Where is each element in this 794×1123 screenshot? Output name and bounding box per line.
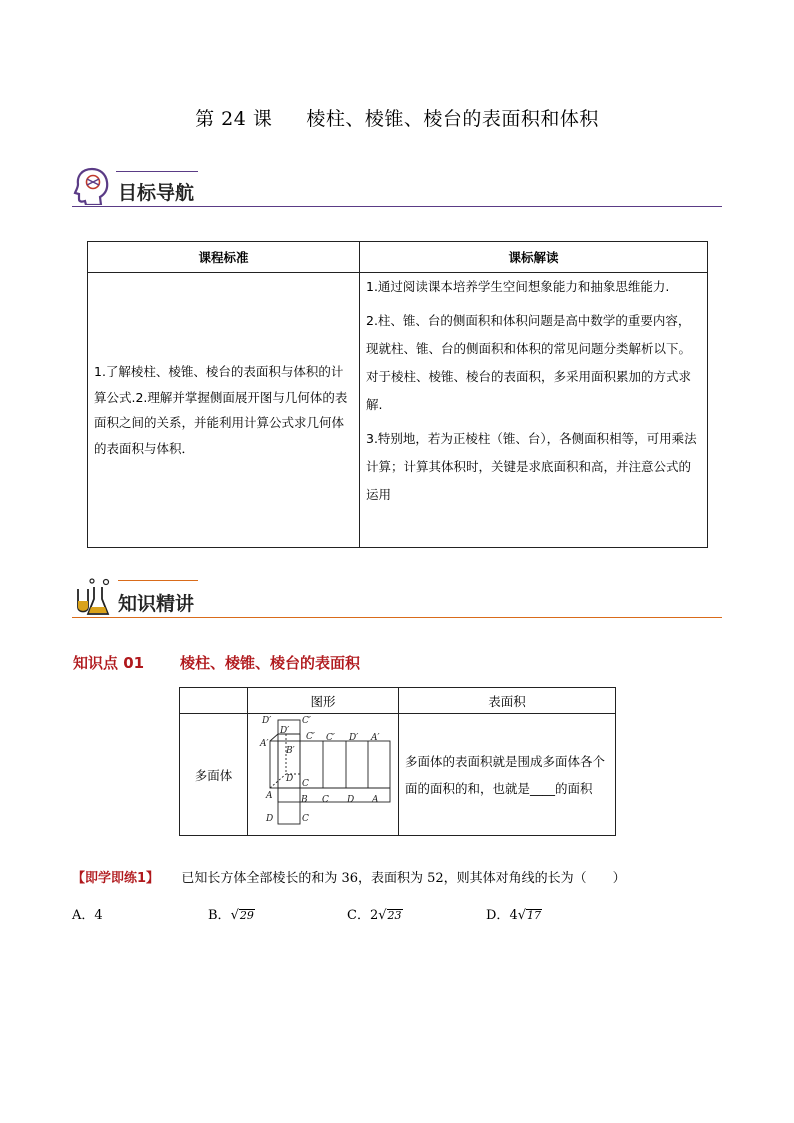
interpretation-item-3: 3.特别地，若为正棱柱（锥、台），各侧面积相等，可用乘法计算；计算其体积时，关键是求底面积和高，并注意公式的运用 [366,431,697,502]
label-b-prime: B′ [286,746,295,756]
section2-title: 知识精讲 [118,593,195,615]
standards-table [87,241,708,548]
figure-header: 图形 [248,688,399,714]
label-c-prime-inner: C′ [306,732,315,742]
label-d-bottom: D [266,814,274,824]
exercise-question [72,867,626,886]
label-row-top-1: C′ [326,733,335,743]
lesson-number: 第 24 课 [195,108,273,130]
label-c-prime-top: C′ [302,716,311,726]
label-bottom-1: B [301,795,308,805]
label-c-inner: C [302,779,309,789]
net-diagram-cell [248,714,399,836]
brain-head-icon [72,165,112,205]
interpretation-item-1: 1.通过阅读课本培养学生空间想象能力和抽象思维能力. [366,279,670,294]
surface-area-description: 多面体的表面积就是围成多面体各个面的面积的和，也就是____的面积 [399,714,616,836]
standards-header: 课程标准 [88,242,360,273]
section1-header [72,165,722,210]
interpretation-item-2: 2.柱、锥、台的侧面积和体积问题是高中数学的重要内容，现就柱、锥、台的侧面积和体积的常见问题分类解析以下。对于棱柱、棱锥、棱台的表面积，多采用面积累加的方式求解. [366,313,692,412]
polyhedron-table [179,687,616,836]
label-a-prime: A′ [260,739,269,749]
option-a[interactable]: A．4 [72,908,103,923]
knowledge-point-label: 知识点 01 [73,654,145,672]
label-d-prime-inner: D′ [280,726,290,736]
standards-text: 1.了解棱柱、棱锥、棱台的表面积与体积的计算公式.2.理解并掌握侧面展开图与几何体的表面积之间的关系，并能利用计算公式求几何体的表面积与体积． [88,273,360,548]
interpretation-header: 课标解读 [360,242,708,273]
page-title [0,104,794,131]
label-row-top-2: D′ [349,733,359,743]
label-bottom-3: D [347,795,355,805]
label-d-prime-top: D′ [262,716,272,726]
label-bottom-4: A [372,795,379,805]
section2-header [72,577,722,622]
lesson-topic: 棱柱、棱锥、棱台的表面积和体积 [306,108,599,130]
label-row-top-3: A′ [371,733,380,743]
prism-net-diagram [248,714,398,835]
option-b[interactable]: B．√29 [208,908,254,923]
section1-title: 目标导航 [118,182,195,204]
label-bottom-2: C [322,795,329,805]
exercise-text: 已知长方体全部棱长的和为 36，表面积为 52，则其体对角线的长为（ ） [181,871,626,886]
option-c[interactable]: C．2√23 [347,908,402,923]
exercise-tag: 【即学即练1】 [72,871,160,886]
interpretation-cell [360,273,708,548]
label-a-left: A [266,791,273,801]
knowledge-point-title: 棱柱、棱锥、棱台的表面积 [180,654,361,672]
label-c-bottom: C [302,814,309,824]
flask-icon [72,577,114,617]
row-label: 多面体 [180,714,248,836]
area-header: 表面积 [399,688,616,714]
label-d-inner: D [286,774,294,784]
option-d[interactable]: D．4√17 [486,908,542,923]
